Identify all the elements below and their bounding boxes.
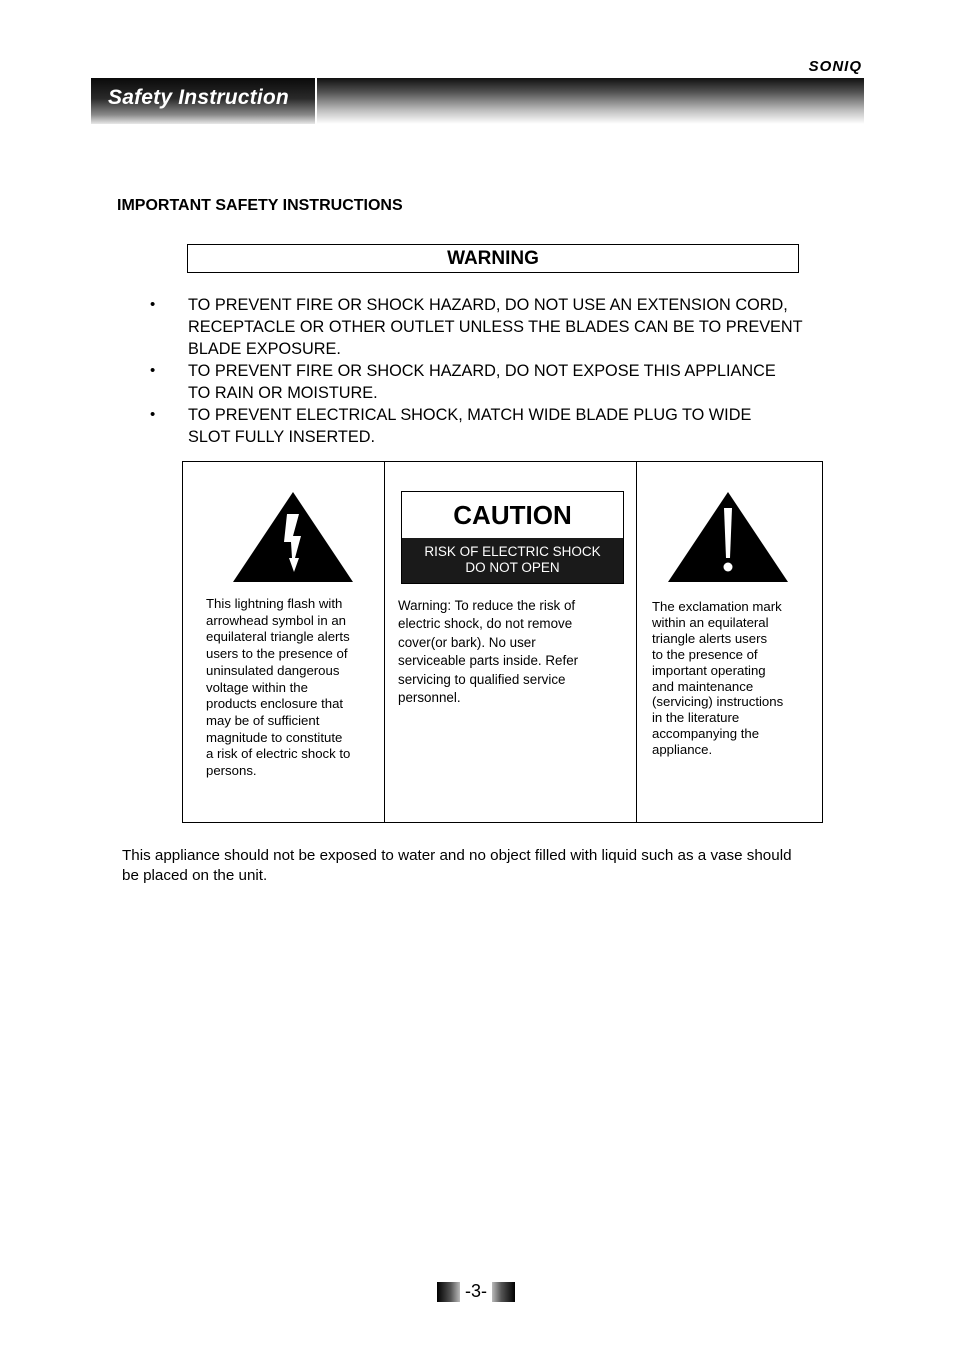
description-line: persons. — [206, 763, 257, 779]
description-line: personnel. — [398, 690, 461, 706]
bullet-icon: • — [150, 296, 156, 313]
page-title: Safety Instruction — [108, 86, 289, 109]
page-number — [437, 1282, 515, 1302]
caution-label — [401, 491, 624, 584]
warning-label: WARNING — [447, 248, 539, 269]
caution-band-line: DO NOT OPEN — [465, 560, 560, 575]
description-line: voltage within the — [206, 679, 308, 695]
list-item — [150, 404, 850, 448]
description-line: important operating — [652, 662, 766, 678]
symbol-table — [182, 461, 823, 823]
description-line: (servicing) instructions — [652, 694, 784, 710]
bullet-line: TO PREVENT ELECTRICAL SHOCK, MATCH WIDE BLADE PLUG TO WIDE — [188, 406, 752, 424]
lightning-triangle-icon — [233, 492, 353, 584]
bullet-icon: • — [150, 406, 156, 423]
page-number-right-bar — [492, 1282, 515, 1302]
description-line: serviceable parts inside. Refer — [398, 653, 579, 669]
bullet-line: TO PREVENT FIRE OR SHOCK HAZARD, DO NOT USE AN EXTENSION CORD, — [188, 296, 788, 314]
exclamation-description — [652, 599, 783, 758]
column-divider — [636, 462, 637, 822]
list-item — [150, 294, 850, 360]
description-line: The exclamation mark — [652, 599, 782, 614]
description-line: to the presence of — [652, 646, 758, 662]
description-line: may be of sufficient — [206, 712, 320, 728]
column-divider — [384, 462, 385, 822]
caution-band — [402, 538, 623, 583]
warning-bullet-list — [150, 294, 850, 448]
section-title: IMPORTANT SAFETY INSTRUCTIONS — [117, 197, 403, 214]
description-line: cover(or bark). No user — [398, 634, 536, 650]
description-line: equilateral triangle alerts — [206, 629, 350, 645]
list-item — [150, 360, 850, 404]
description-line: in the literature — [652, 710, 740, 726]
brand-logo: SONIQ — [808, 58, 862, 75]
bullet-line: TO PREVENT FIRE OR SHOCK HAZARD, DO NOT EXPOSE THIS APPLIANCE — [188, 362, 776, 380]
description-line: Warning: To reduce the risk of — [398, 598, 576, 613]
bullet-line: SLOT FULLY INSERTED. — [188, 428, 375, 446]
note-line: be placed on the unit. — [122, 867, 268, 884]
description-line: triangle alerts users — [652, 630, 768, 646]
description-line: servicing to qualified service — [398, 671, 566, 687]
description-line: users to the presence of — [206, 646, 348, 662]
description-line: uninsulated dangerous — [206, 662, 340, 678]
caution-description — [398, 597, 578, 707]
note-line: This appliance should not be exposed to water and no object filled with liquid such as a vase should — [122, 847, 792, 864]
description-line: within an equilateral — [652, 614, 769, 630]
bullet-line: BLADE EXPOSURE. — [188, 340, 341, 358]
lightning-description — [206, 596, 350, 780]
description-line: electric shock, do not remove — [398, 616, 573, 632]
caution-band-line: RISK OF ELECTRIC SHOCK — [424, 544, 601, 559]
description-line: magnitude to constitute — [206, 729, 343, 745]
water-exposure-note — [122, 846, 852, 886]
description-line: a risk of electric shock to — [206, 746, 351, 762]
exclamation-triangle-icon — [668, 492, 788, 584]
description-line: appliance. — [652, 742, 713, 758]
description-line: products enclosure that — [206, 696, 344, 712]
caution-title: CAUTION — [453, 500, 572, 530]
description-line: This lightning flash with — [206, 596, 343, 611]
description-line: and maintenance — [652, 678, 754, 694]
bullet-line: RECEPTACLE OR OTHER OUTLET UNLESS THE BLADES CAN BE TO PREVENT — [188, 318, 803, 336]
warning-box — [187, 244, 799, 273]
bullet-line: TO RAIN OR MOISTURE. — [188, 384, 378, 402]
description-line: arrowhead symbol in an — [206, 612, 347, 628]
bullet-icon: • — [150, 362, 156, 379]
page-number-left-bar — [437, 1282, 460, 1302]
page-number-text: -3- — [465, 1281, 487, 1301]
description-line: accompanying the — [652, 726, 760, 742]
